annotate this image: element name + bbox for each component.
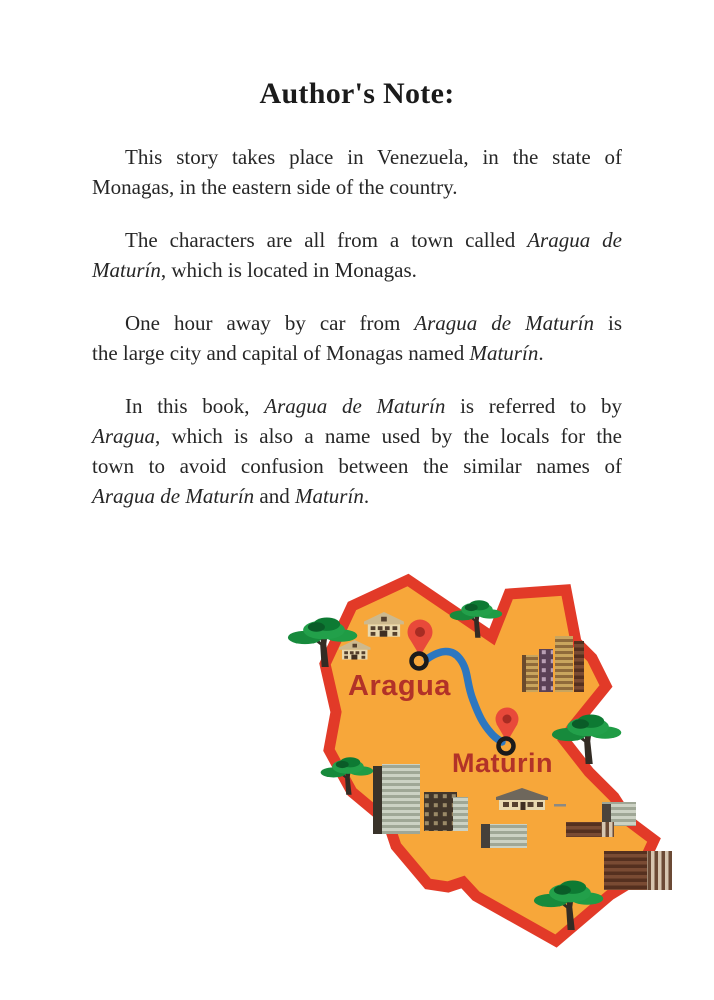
road-dash [554,804,566,807]
maturin-label: Maturin [452,748,553,778]
text-line: Aragua, which is also a name used by the locals for the [92,424,622,448]
paragraph [92,391,622,511]
note-paragraphs [92,142,622,511]
city-buildings-icon [481,824,527,848]
page-title: Author's Note: [259,77,455,110]
text-line: Aragua de Maturín and Maturín. [92,484,370,508]
paragraph [92,225,622,285]
text-line: One hour away by car from Aragua de Maturín is [125,311,622,335]
text-line: The characters are all from a town called Aragua de [125,228,622,252]
map-canvas [285,560,685,960]
aragua-label: Aragua [348,670,451,702]
text-line: In this book, Aragua de Maturín is referred to by [125,394,622,418]
text-line: the large city and capital of Monagas named Maturín. [92,341,544,365]
paragraph [92,142,622,202]
text-line: Monagas, in the eastern side of the country. [92,175,458,199]
paragraph [92,308,622,368]
monagas-map-illustration [285,560,685,960]
text-line: Maturín, which is located in Monagas. [92,258,417,282]
city-buildings-icon [604,851,672,890]
text-line: town to avoid confusion between the similar names of [92,454,622,478]
authors-note [92,0,622,534]
text-line: This story takes place in Venezuela, in the state of [125,145,622,169]
